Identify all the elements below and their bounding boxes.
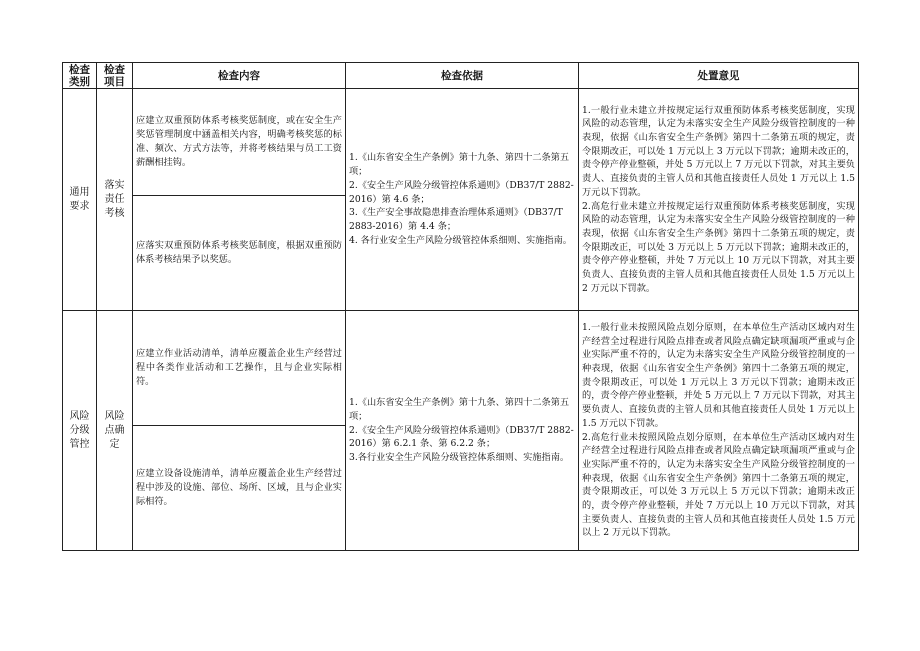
basis-line: 1.《山东省安全生产条例》第十九条、第四十二条第五项；	[349, 397, 570, 422]
basis-line: 4. 各行业安全生产风险分级管控体系细则、实施指南。	[349, 234, 572, 246]
content-cell: 应落实双重预防体系考核奖惩制度，根据双重预防体系考核结果予以奖惩。	[133, 196, 346, 311]
header-item: 检查 项目	[97, 63, 133, 89]
action-paragraph: 1.一般行业未按照风险点划分原则，在本单位生产活动区域内对生产经营全过程进行风险点排查或者风险点确定缺项漏项严重或与企业实际严重不符的，认定为未落实安全生产风险分级管控制度的一种表现，依据《山东省安全生产条例》第四十二条第五项的规定，责令限期改正，可以处 1 万元以上 3 万元以下罚款；逾期未改正的，责令停产停业整顿，并处 5 万元以上 7 万元以下罚款，对其主要负责人、直接负责的主管人员和其他直接责任人员处 1 万元以上 1.5 万元以下罚款。	[582, 321, 855, 429]
basis-line: 3.各行业安全生产风险分级管控体系细则、实施指南。	[349, 452, 570, 464]
basis-cell	[346, 89, 579, 311]
action-paragraph: 2.高危行业未按照风险点划分原则，在本单位生产活动区域内对生产经营全过程进行风险点排查或者风险点确定缺项漏项严重或与企业实际严重不符的，认定为未落实安全生产风险分级管控制度的一种表现，依据《山东省安全生产条例》第四十二条第五项的规定，责令限期改正，可以处 3 万元以上 5 万元以下罚款；逾期未改正的，责令停产停业整顿，并处 7 万元以上 10 万元以下罚款，对其主要负责人、直接负责的主管人员和其他直接责任人员处 1.5 万元以上 2 万元以下罚款。	[582, 431, 855, 539]
basis-line: 2.《安全生产风险分级管控体系通则》（DB37/T 2882-2016）第 4.6 条；	[349, 179, 574, 205]
header-content: 检查内容	[133, 63, 346, 89]
content-cell: 应建立双重预防体系考核奖惩制度，或在安全生产奖惩管理制度中涵盖相关内容，明确考核奖惩的标准、频次、方式方法等，并将考核结果与员工工资薪酬相挂钩。	[133, 89, 346, 196]
table-row	[63, 311, 859, 426]
basis-line: 1.《山东省安全生产条例》第十九条、第四十二条第五项；	[349, 152, 570, 177]
action-paragraph: 2.高危行业未建立并按规定运行双重预防体系考核奖惩制度，实现风险的动态管理，认定为未落实安全生产风险分级管控制度的一种表现，依据《山东省安全生产条例》第四十二条第五项的规定，责令限期改正，可以处 3 万元以上 5 万元以下罚款；逾期未改正的，责令停产停业整顿，并处 7 万元以上 10 万元以下罚款，对其主要负责人、直接负责的主管人员和其他直接责任人员处 1.5 万元以上 2 万元以下罚款。	[582, 200, 855, 294]
table-row	[63, 89, 859, 196]
category-cell: 通用 要求	[63, 89, 97, 311]
basis-line: 2.《安全生产风险分级管控体系通则》（DB37/T 2882-2016）第 6.2.1 条、第 6.2.2 条；	[349, 424, 574, 450]
basis-line: 3.《生产安全事故隐患排查治理体系通则》（DB37/T 2883-2016）第 4.4 条；	[349, 207, 563, 233]
inspection-table	[62, 62, 859, 551]
item-cell: 落实 责任 考核	[97, 89, 133, 311]
header-row	[63, 63, 859, 89]
content-cell: 应建立作业活动清单，清单应覆盖企业生产经营过程中各类作业活动和工艺操作，且与企业实际相符。	[133, 311, 346, 426]
content-cell: 应建立设备设施清单，清单应覆盖企业生产经营过程中涉及的设施、部位、场所、区域，且与企业实际相符。	[133, 426, 346, 551]
header-basis: 检查依据	[346, 63, 579, 89]
header-category: 检查 类别	[63, 63, 97, 89]
header-action: 处置意见	[579, 63, 859, 89]
basis-cell	[346, 311, 579, 551]
category-cell: 风险 分级 管控	[63, 311, 97, 551]
action-cell	[579, 311, 859, 551]
action-cell	[579, 89, 859, 311]
action-paragraph: 1.一般行业未建立并按规定运行双重预防体系考核奖惩制度，实现风险的动态管理，认定为未落实安全生产风险分级管控制度的一种表现，依据《山东省安全生产条例》第四十二条第五项的规定，责令限期改正，可以处 1 万元以上 3 万元以下罚款；逾期未改正的，责令停产停业整顿，并处 5 万元以上 7 万元以下罚款，对其主要负责人、直接负责的主管人员和其他直接责任人员处 1 万元以上 1.5 万元以下罚款。	[582, 104, 855, 198]
item-cell: 风险 点确 定	[97, 311, 133, 551]
